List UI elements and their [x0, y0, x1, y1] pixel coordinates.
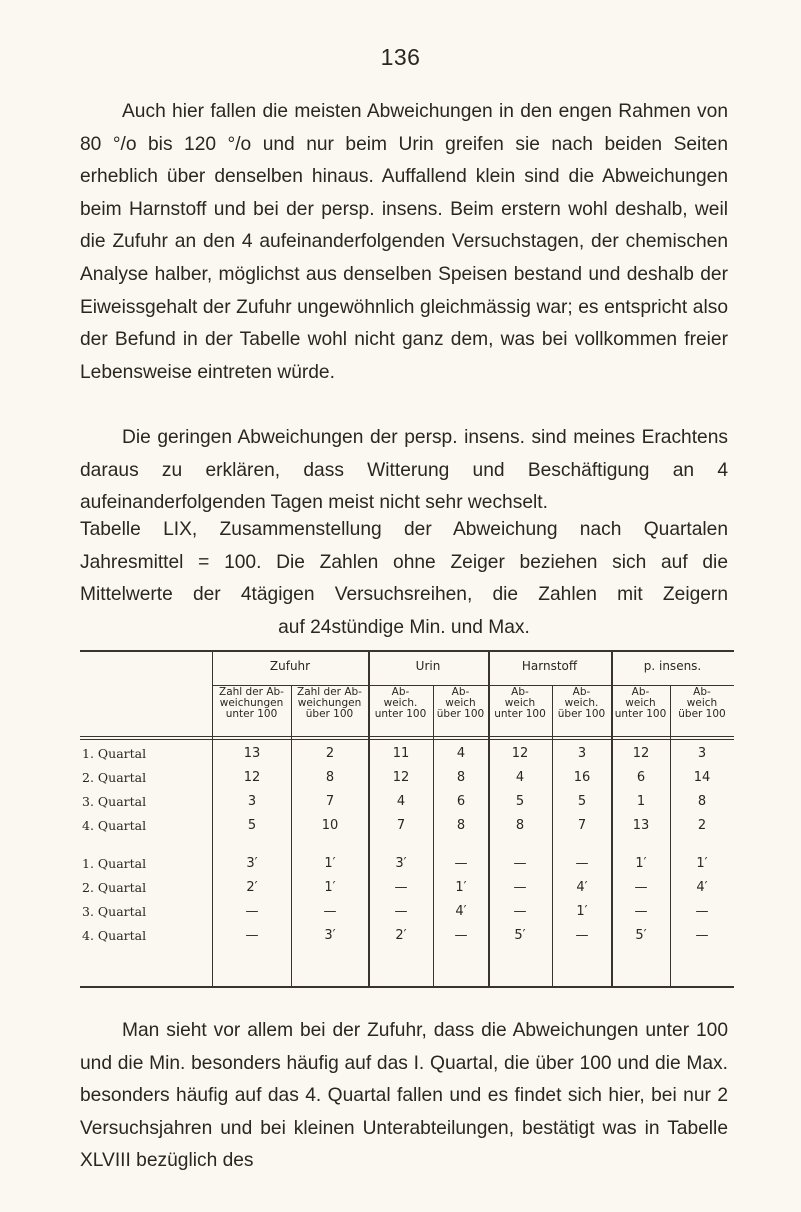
table-cell: 4′: [696, 880, 708, 895]
caption-line: Mittelwerte der 4tägigen Versuchsreihen, die Zahlen mit Zeigern: [80, 584, 728, 606]
row-label: 2. Quartal: [82, 880, 147, 895]
table-cell: —: [394, 904, 408, 919]
subheader: Zahl der Ab- weichungen unter 100: [219, 686, 284, 720]
row-label: 3. Quartal: [82, 904, 147, 919]
table-cell: 4: [515, 770, 525, 785]
header-underline: [490, 685, 611, 686]
table-cell: 1′: [576, 904, 588, 919]
table-cell: —: [245, 928, 259, 943]
table-cell: 1: [636, 794, 646, 809]
table-cell: 16: [573, 770, 591, 785]
table-cell: —: [634, 880, 648, 895]
row-label: 2. Quartal: [82, 770, 147, 785]
table-cell: 5′: [635, 928, 647, 943]
table-cell: —: [634, 904, 648, 919]
table-caption: [80, 514, 728, 644]
table-header-rule-2: [80, 739, 734, 740]
subheader: Ab- weich. über 100: [557, 686, 606, 720]
table-cell: 8: [456, 818, 466, 833]
caption-line: auf 24stündige Min. und Max.: [278, 616, 530, 638]
table-cell: 4: [396, 794, 406, 809]
table-cell: 4′: [455, 904, 467, 919]
table-cell: —: [513, 856, 527, 871]
table-header-rule: [80, 736, 734, 737]
table-cell: —: [575, 928, 589, 943]
table-bottom-rule: [80, 986, 734, 988]
table-cell: 8: [697, 794, 707, 809]
table-cell: —: [513, 904, 527, 919]
table-cell: 3: [577, 746, 587, 761]
table-cell: 7: [396, 818, 406, 833]
table-cell: 10: [321, 818, 339, 833]
table-cell: 5′: [514, 928, 526, 943]
caption-line: Jahresmittel = 100. Die Zahlen ohne Zeiger beziehen sich auf die: [80, 551, 728, 573]
table-cell: 1′: [324, 880, 336, 895]
row-label: 4. Quartal: [82, 928, 147, 943]
table-cell: 2: [325, 746, 335, 761]
table-cell: 1′: [455, 880, 467, 895]
table-cell: 3′: [324, 928, 336, 943]
group-header-zufuhr: Zufuhr: [269, 659, 311, 673]
table-cell: 3: [697, 746, 707, 761]
table-cell: 5: [515, 794, 525, 809]
subheader: Ab- weich unter 100: [614, 686, 667, 720]
paragraph-2: Die geringen Abweichungen der persp. insens. sind meines Erachtens daraus zu erklären, dass Witterung und Beschäftigung an 4 aufeinanderfolgenden Tagen meist nicht sehr wechselt.: [80, 427, 728, 514]
table-cell: 12: [632, 746, 650, 761]
subheader: Ab- weich unter 100: [494, 686, 546, 720]
row-label: 3. Quartal: [82, 794, 147, 809]
table-cell: 2: [697, 818, 707, 833]
caption-line: Tabelle LIX, Zusammenstellung der Abweichung nach Quartalen: [80, 519, 728, 540]
table-cell: 3: [247, 794, 257, 809]
group-header-harnstoff: Harnstoff: [521, 659, 578, 673]
col-divider: [291, 686, 292, 986]
table-cell: 13: [243, 746, 261, 761]
subheader: Ab- weich über 100: [436, 686, 485, 720]
table-cell: 6: [456, 794, 466, 809]
table-cell: 1′: [324, 856, 336, 871]
table-cell: 1′: [635, 856, 647, 871]
table-cell: 2′: [395, 928, 407, 943]
table-cell: —: [575, 856, 589, 871]
paragraph-3: Man sieht vor allem bei der Zufuhr, dass die Abweichungen unter 100 und die Min. besonders häufig auf das I. Quartal, die über 100 und die Max. besonders häufig auf das 4. Quartal fallen und es findet sich hier, bei nur 2 Versuchsjahren und bei kleinen Unterabteilungen, bestätigt was in Tabelle XLVIII bezüglich des: [80, 1020, 728, 1172]
page-number: 136: [380, 44, 421, 70]
table-cell: 12: [392, 770, 410, 785]
table-cell: 14: [693, 770, 711, 785]
table-cell: —: [454, 928, 468, 943]
deviation-table: [80, 650, 734, 990]
row-label: 1. Quartal: [82, 856, 147, 871]
table-cell: 12: [243, 770, 261, 785]
table-cell: 7: [325, 794, 335, 809]
table-cell: —: [323, 904, 337, 919]
table-cell: —: [245, 904, 259, 919]
table-cell: —: [695, 928, 709, 943]
row-label: 4. Quartal: [82, 818, 147, 833]
table-cell: —: [695, 904, 709, 919]
subheader: Ab- weich. unter 100: [374, 686, 427, 720]
subheader: Zahl der Ab- weichungen über 100: [297, 686, 362, 720]
group-header-persp-insens: p. insens.: [643, 659, 702, 673]
group-header-urin: Urin: [415, 659, 441, 673]
table-cell: 3′: [395, 856, 407, 871]
table-cell: 8: [325, 770, 335, 785]
row-label: 1. Quartal: [82, 746, 147, 761]
table-cell: 1′: [696, 856, 708, 871]
table-cell: 11: [392, 746, 410, 761]
table-cell: 6: [636, 770, 646, 785]
table-cell: 12: [511, 746, 529, 761]
table-cell: 2′: [246, 880, 258, 895]
table-cell: —: [394, 880, 408, 895]
table-cell: 4′: [576, 880, 588, 895]
table-cell: 7: [577, 818, 587, 833]
subheader: Ab- weich über 100: [678, 686, 726, 720]
table-cell: 3′: [246, 856, 258, 871]
table-cell: —: [513, 880, 527, 895]
header-underline: [370, 685, 488, 686]
table-top-rule: [80, 650, 734, 652]
table-cell: 4: [456, 746, 466, 761]
paragraph-1: Auch hier fallen die meisten Abweichungen in den engen Rahmen von 80 °/o bis 120 °/o und nur beim Urin greifen sie nach beiden Seiten erheblich über denselben hinaus. Auffallend klein sind die Abweichungen beim Harnstoff und bei der persp. insens. Beim erstern wohl deshalb, weil die Zufuhr an den 4 aufeinanderfolgenden Versuchstagen, der chemischen Analyse halber, möglichst aus denselben Speisen bestand und deshalb der Eiweissgehalt der Zufuhr ungewöhnlich gleichmässig war; es entspricht also der Befund in der Tabelle wohl nicht ganz dem, was bei vollkommen freier Lebensweise eintreten würde.: [80, 101, 728, 383]
table-cell: —: [454, 856, 468, 871]
table-cell: 8: [515, 818, 525, 833]
table-cell: 5: [577, 794, 587, 809]
table-cell: 8: [456, 770, 466, 785]
table-cell: 13: [632, 818, 650, 833]
table-cell: 5: [247, 818, 257, 833]
